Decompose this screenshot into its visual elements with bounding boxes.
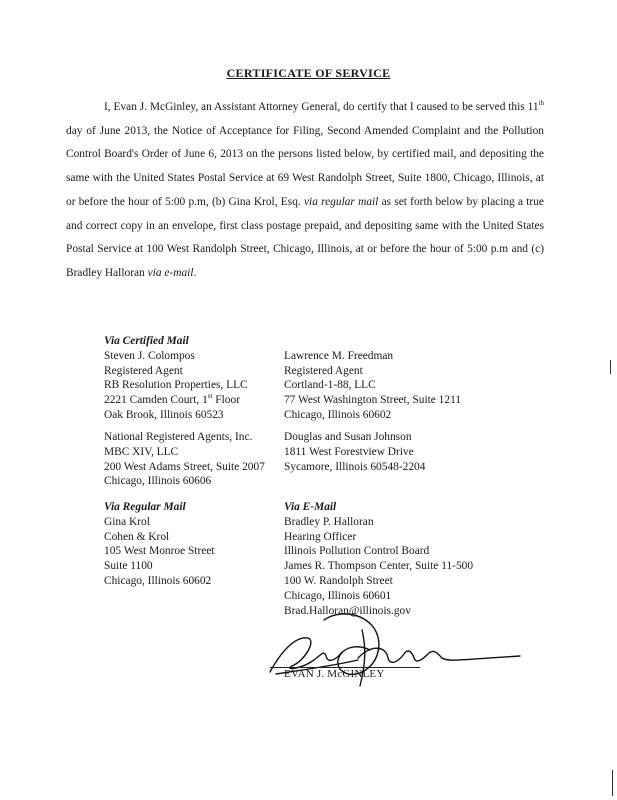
address-line: Chicago, Illinois 60601 <box>284 589 392 602</box>
paragraph-text-4: . <box>193 266 197 279</box>
address-line: Chicago, Illinois 60602 <box>284 408 392 421</box>
signer-name: EVAN J. McGINLEY <box>284 668 385 680</box>
address-line: 100 W. Randolph Street <box>284 574 393 587</box>
address-line <box>104 393 248 408</box>
regular-mail-block <box>104 500 215 589</box>
certified-mail-left-block <box>104 334 248 423</box>
address-line-part: Floor <box>212 394 240 407</box>
address-line: Lawrence M. Freedman <box>284 349 394 362</box>
address-line: 200 West Adams Street, Suite 2007 <box>104 460 265 473</box>
address-line: Steven J. Colompos <box>104 349 195 362</box>
address-line: Sycamore, Illinois 60548-2204 <box>284 460 426 473</box>
address-line-part: 2221 Camden Court, 1 <box>104 394 208 407</box>
address-line: 77 West Washington Street, Suite 1211 <box>284 394 462 407</box>
address-line: Oak Brook, Illinois 60523 <box>104 408 224 421</box>
paragraph-text-1: I, Evan J. McGinley, an Assistant Attorney General, do certify that I caused to be served this 11 <box>104 101 539 113</box>
address-line: Chicago, Illinois 60602 <box>104 574 212 587</box>
paragraph-text-3: as set forth below by placing a true and correct copy in an envelope, first class postage prepaid, and depositing same with the United States Postal Service at 100 West Randolph Street, Chicago, Illinois, at or before the hour of 5:00 p.m and (c) Bradley Halloran <box>66 195 544 279</box>
address-line: 1811 West Forestview Drive <box>284 445 414 458</box>
address-line: National Registered Agents, Inc. <box>104 431 253 443</box>
address-line: Suite 1100 <box>104 560 153 573</box>
address-line: Cortland-1-88, LLC <box>284 379 376 392</box>
certified-mail-header: Via Certified Mail <box>104 335 189 347</box>
address-line: Chicago, Illinois 60606 <box>104 475 212 488</box>
address-line: MBC XIV, LLC <box>104 445 179 458</box>
address-line: Illinois Pollution Control Board <box>284 545 430 558</box>
regular-mail-header: Via Regular Mail <box>104 501 186 513</box>
address-line: RB Resolution Properties, LLC <box>104 379 248 392</box>
address-line: Bradley P. Halloran <box>284 515 374 528</box>
address-line: Douglas and Susan Johnson <box>284 431 412 443</box>
floor-ordinal: st <box>207 392 213 401</box>
agents-left-block <box>104 430 265 489</box>
address-line: Registered Agent <box>104 364 183 377</box>
certified-mail-right-block <box>284 349 461 423</box>
address-line: 105 West Monroe Street <box>104 545 215 558</box>
address-line: James R. Thompson Center, Suite 11-500 <box>284 560 474 573</box>
email-address: Brad.Halloran@illinois.gov <box>284 604 411 617</box>
via-email-text: via e-mail <box>147 266 194 279</box>
paragraph-text-2: day of June 2013, the Notice of Acceptance for Filing, Second Amended Complaint and the Pollution Control Board's Order of June 6, 2013 on the persons listed below, by certified mail, and depositing the same with the United States Postal Service at 69 West Randolph Street, Suite 1800, Chicago, Illinois, at or before the hour of 5:00 p.m, (b) Gina Krol, Esq. <box>66 124 544 208</box>
certification-paragraph <box>66 96 544 286</box>
address-line: Hearing Officer <box>284 530 357 543</box>
address-line: Gina Krol <box>104 515 150 528</box>
address-line: Cohen & Krol <box>104 530 170 543</box>
email-header: Via E-Mail <box>284 501 337 513</box>
paragraph-ordinal: th <box>538 99 544 108</box>
agents-right-block <box>284 430 425 474</box>
via-regular-mail-text: via regular mail <box>303 195 379 208</box>
scan-artifact <box>610 360 611 374</box>
document-title: CERTIFICATE OF SERVICE <box>226 66 391 80</box>
scan-artifact <box>612 770 613 796</box>
address-line: Registered Agent <box>284 364 363 377</box>
